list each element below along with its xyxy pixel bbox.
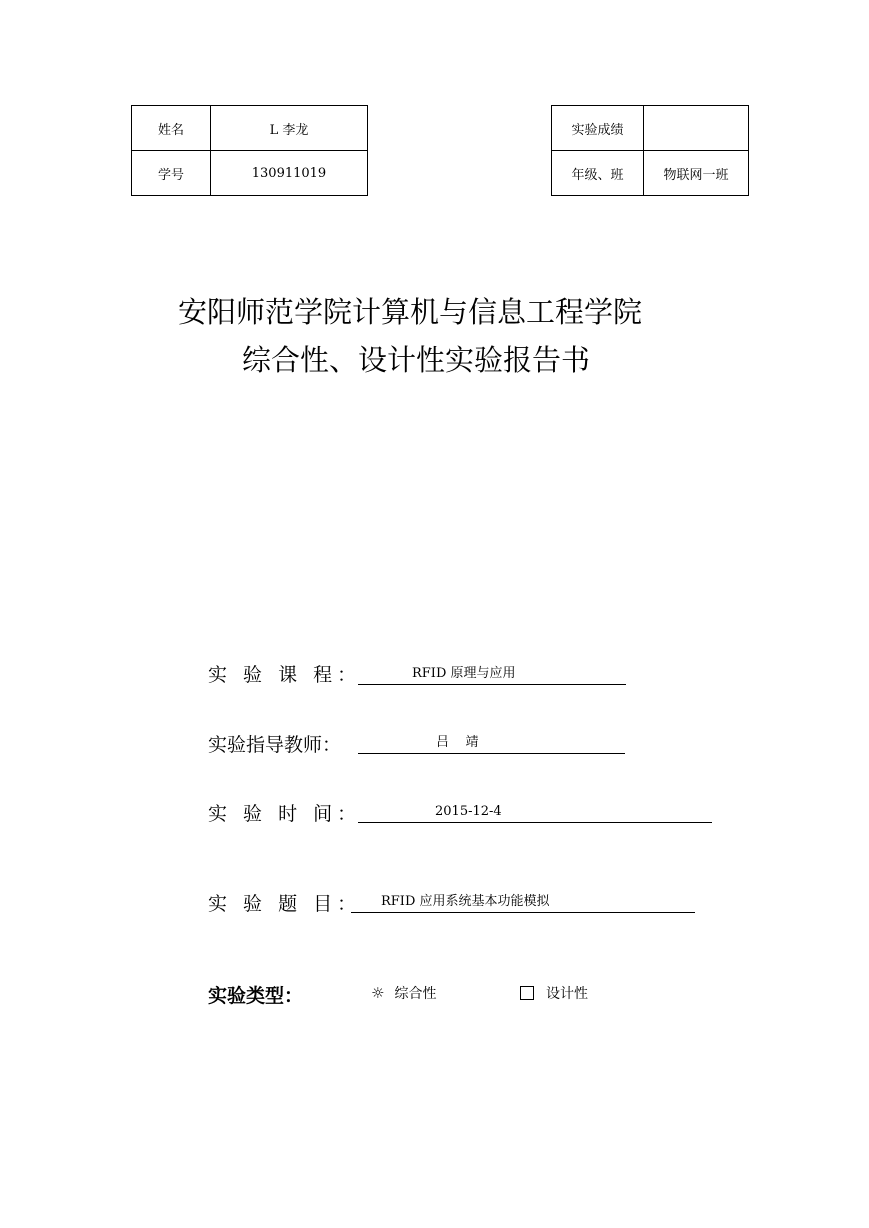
topic-label: 实 验 题 目：	[208, 893, 362, 915]
student-id-label: 学号	[132, 151, 211, 196]
topic-line	[351, 892, 695, 913]
score-value	[644, 106, 749, 151]
option-comprehensive[interactable]	[371, 983, 436, 1003]
course-value: RFID 原理与应用	[412, 666, 516, 681]
experiment-type-label: 实验类型：	[208, 985, 304, 1007]
grade-info-table	[551, 105, 749, 196]
teacher-line	[358, 733, 625, 754]
topic-value: RFID 应用系统基本功能模拟	[381, 894, 550, 909]
title-line-2: 综合性、设计性实验报告书	[242, 343, 591, 377]
option-comprehensive-label: 综合性	[394, 986, 437, 1002]
class-value: 物联网一班	[644, 151, 749, 196]
name-label: 姓名	[132, 106, 211, 151]
option-design[interactable]	[520, 983, 588, 1003]
course-line	[358, 664, 626, 685]
teacher-label: 实验指导教师：	[208, 734, 342, 756]
teacher-value: 吕 靖	[436, 735, 479, 750]
class-label: 年级、班	[552, 151, 644, 196]
score-label: 实验成绩	[552, 106, 644, 151]
time-value: 2015-12-4	[435, 804, 502, 819]
sun-icon: ☼	[371, 983, 385, 1002]
time-label: 实 验 时 间：	[208, 803, 362, 825]
checkbox-icon[interactable]	[520, 986, 534, 1000]
name-value: L 李龙	[211, 106, 368, 151]
course-label: 实 验 课 程：	[208, 664, 362, 686]
student-info-table	[131, 105, 368, 196]
student-id-value: 130911019	[211, 151, 368, 196]
time-line	[358, 802, 712, 823]
title-line-1: 安阳师范学院计算机与信息工程学院	[178, 295, 643, 329]
option-design-label: 设计性	[546, 986, 588, 1002]
